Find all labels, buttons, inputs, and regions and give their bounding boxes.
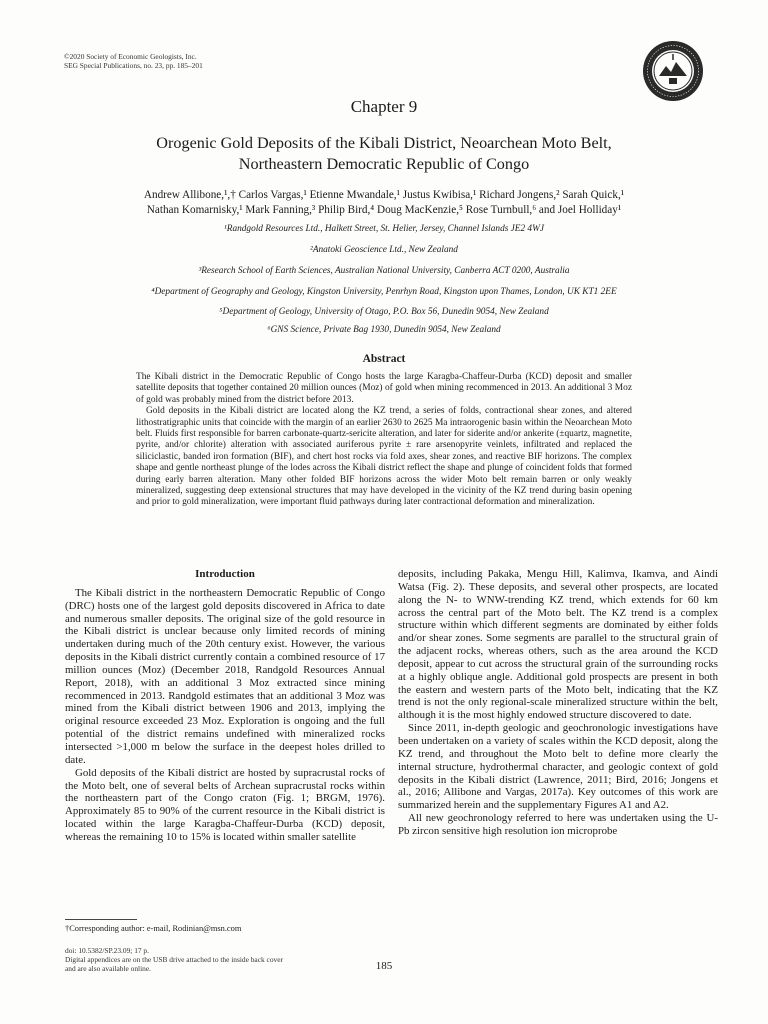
body-paragraph: Gold deposits of the Kibali district are hosted by supracrustal rocks of the Moto belt, one of several belts of Archean supracrustal rocks within the northeastern part of the Congo craton (Fig. 1; BRGM, 1976). Approximately 85 to 90% of the current resource in the Kibali district is located within the large Karagba-Chaffeur-Durba (KCD) deposit, whereas the remaining 10 to 15% is located within smaller satellite [65, 766, 385, 843]
left-column [65, 568, 385, 844]
affiliation-1: ¹Randgold Resources Ltd., Halkett Street, St. Helier, Jersey, Channel Islands JE2 4WJ [224, 224, 544, 234]
publication-line: SEG Special Publications, no. 23, pp. 185–201 [64, 61, 203, 70]
introduction-heading: Introduction [195, 568, 255, 580]
affiliation-4: ⁴Department of Geography and Geology, Kingston University, Penrhyn Road, Kingston upon Thames, London, UK KT1 2EE [151, 287, 617, 297]
copyright-notice [64, 52, 203, 70]
body-paragraph: All new geochronology referred to here was undertaken using the U-Pb zircon sensitive high resolution ion microprobe [398, 812, 718, 837]
chapter-label: Chapter 9 [350, 97, 418, 116]
abstract-body [136, 372, 632, 509]
author-list [70, 188, 698, 218]
abstract-paragraph: Gold deposits in the Kibali district are located along the KZ trend, a series of folds, contractional shear zones, and altered lithostratigraphic units that coincide with the margin of an earlier 2630 to 2625 Ma intraorogenic basin within the Neoarchean Moto belt. Fluids first responsible for barren carbonate-quartz-sericite alteration, and later for siderite and/or ankerite (±quartz, magnetite, pyrite, and/or chlorite) alteration with associated auriferous pyrite ± rare arsenopyrite veinlets, infiltrated and replaced the siliciclastic, banded iron formation (BIF), and chert host rocks via fold axes, shear zones, and reactive BIF horizons. The complex shape and gentle northeast plunge of the lodes across the Kibali district reflect the shape and plunge of coincident folds that formed during early barren alteration. Many other folded BIF horizons across the wider Moto belt remain barren or only weakly mineralized, suggesting deep extensional structures that may have developed in the vicinity of the KZ trend during basin opening and prior to gold mineralization, were important fluid pathways during later contractional deformation and mineralization. [136, 406, 632, 508]
right-column [398, 568, 718, 838]
affiliation-3: ³Research School of Earth Sciences, Australian National University, Canberra ACT 0200, Australia [198, 266, 570, 276]
title-line: Orogenic Gold Deposits of the Kibali District, Neoarchean Moto Belt, [156, 134, 612, 152]
body-paragraph: Since 2011, in-depth geologic and geochronologic investigations have been undertaken on a variety of scales within the KCD deposit, along the KZ trend, and throughout the Moto belt to define more clearly the internal structure, hydrothermal character, and geologic context of gold deposits in the Kibali district (Lawrence, 2011; Bird, 2016; Jongens et al., 2016; Allibone and Vargas, 2017a). Key outcomes of this work are summarized herein and the supplementary Figures A1 and A2. [398, 722, 718, 812]
title-line: Northeastern Democratic Republic of Congo [238, 155, 530, 173]
page-number: 185 [375, 960, 393, 972]
abstract-paragraph: The Kibali district in the Democratic Republic of Congo hosts the large Karagba-Chaffeur-Durba (KCD) deposit and smaller satellite deposits that together contained 20 million ounces (Moz) of gold when mining recommenced in 2013. An additional 3 Moz of gold was probably mined from the district before 2013. [136, 372, 632, 405]
doi-line: doi: 10.5382/SP.23.09; 17 p. [65, 946, 149, 955]
body-paragraph: deposits, including Pakaka, Mengu Hill, Kalimva, Ikamva, and Aindi Watsa (Fig. 2). These deposits, and several other prospects, are located along the N- to WNW-trending KZ trend, which extends for 60 km across the central part of the Moto belt. The KZ trend is a complex structure within which different segments are dominated by either folds and/or shear zones. Some segments are parallel to the structural grain of the adjacent rocks, whereas others, such as the area around the KCD deposit, appear to cut across the structural grain of the surrounding rocks at a highly oblique angle. Additional gold prospects are present in both the eastern and western parts of the Moto belt, indicating that the KZ trend is not the only regional-scale mineralized structure within the belt, although it is the most highly endowed structure discovered to date. [398, 568, 718, 722]
affiliation-6: ⁶GNS Science, Private Bag 1930, Dunedin 9054, New Zealand [267, 325, 501, 335]
paper-title [90, 133, 678, 175]
society-seal-logo [642, 40, 704, 102]
body-paragraph: The Kibali district in the northeastern Democratic Republic of Congo (DRC) hosts one of the largest gold deposits discovered in Africa to date and numerous smaller deposits. The original size of the gold resource in the Kibali district is unclear because only limited records of mining undertaken during much of the 20th century exist. However, the various deposits in the Kibali district currently contain a combined resource of 17 million ounces (Moz) (December 2018, Randgold Resources Annual Report, 2018), with an additional 3 Moz extracted since mining recommenced in 2013. Randgold estimates that an additional 3 Moz was mined from the Kibali district between 1906 and 2013, implying the original resource exceeded 23 Moz. Exploration is ongoing and the full potential of the district remains undefined with mineralized rocks intersected >1,000 m below the surface in the deepest holes drilled to date. [65, 586, 385, 766]
affiliation-2: ²Anatoki Geoscience Ltd., New Zealand [310, 245, 458, 255]
footnote-divider [65, 919, 137, 920]
copyright-line: ©2020 Society of Economic Geologists, Inc. [64, 52, 197, 61]
author-line: Andrew Allibone,¹,† Carlos Vargas,¹ Etienne Mwandale,¹ Justus Kwibisa,¹ Richard Jongens,² Sarah Quick,¹ [143, 189, 625, 201]
appendix-line: Digital appendices are on the USB drive attached to the inside back cover [65, 955, 283, 964]
abstract-heading: Abstract [362, 353, 406, 365]
corresponding-author-footnote: †Corresponding author: e-mail, Rodinian@msn.com [65, 924, 242, 933]
affiliation-5: ⁵Department of Geology, University of Otago, P.O. Box 56, Dunedin 9054, New Zealand [219, 307, 549, 317]
author-line: Nathan Komarnisky,¹ Mark Fanning,³ Philip Bird,⁴ Doug MacKenzie,⁵ Rose Turnbull,⁶ and Joel Holliday¹ [146, 204, 622, 216]
appendix-line: and are also available online. [65, 964, 151, 973]
